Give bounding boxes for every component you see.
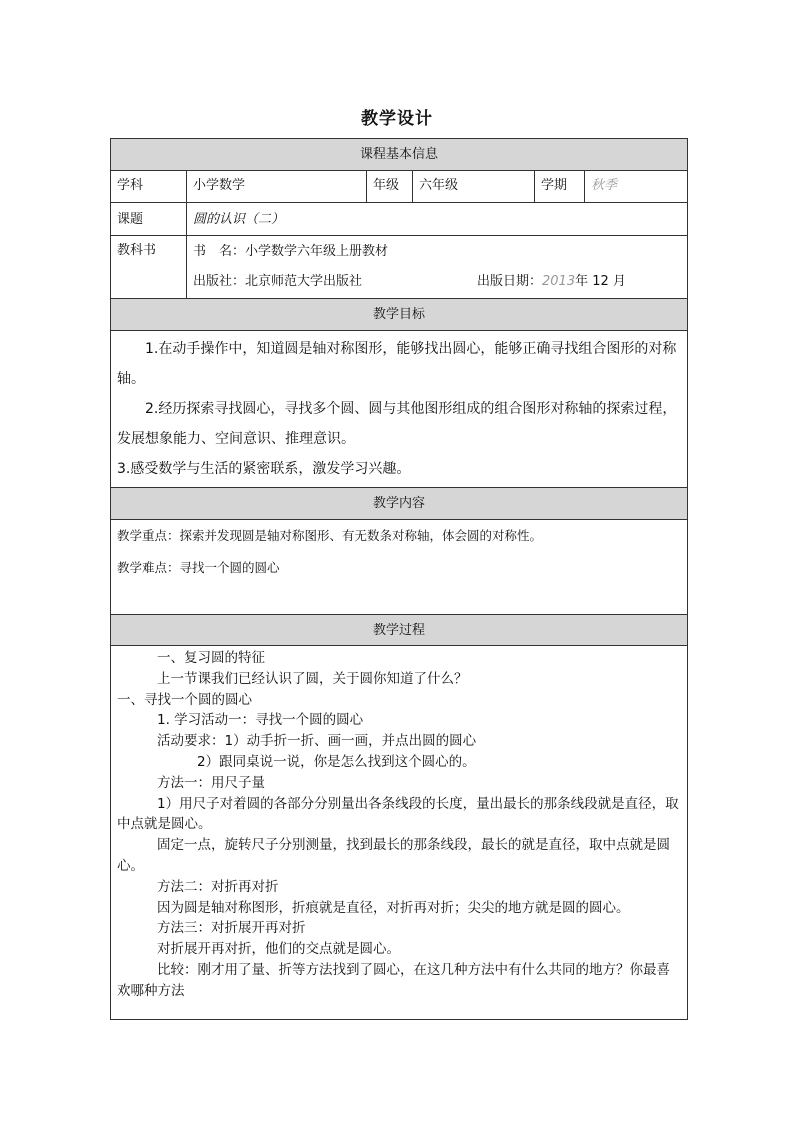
process-line: 因为圆是轴对称图形，折痕就是直径，对折再对折；尖尖的地方就是圆的圆心。 xyxy=(157,899,630,916)
objective-item: 3.感受数学与生活的紧密联系，激发学习兴趣。 xyxy=(117,461,411,477)
pub-date xyxy=(477,266,626,298)
process-line: 一、复习圆的特征 xyxy=(157,650,265,666)
subject-row xyxy=(111,171,687,203)
process-line: 对折展开再对折，他们的交点就是圆心。 xyxy=(157,941,400,958)
process-line: 2）跟同桌说一说，你是怎么找到这个圆心的。 xyxy=(197,753,476,770)
lesson-label: 课题 xyxy=(111,203,187,235)
lesson-value: 圆的认识（二） xyxy=(193,212,285,227)
process-line: 方法一：用尺子量 xyxy=(157,774,265,791)
process-body xyxy=(111,646,687,1019)
term-value: 秋季 xyxy=(591,178,618,193)
textbook-info xyxy=(187,236,689,298)
process-line: 1. 学习活动一：寻找一个圆的圆心 xyxy=(157,712,364,729)
publisher-line xyxy=(187,266,689,298)
objectives-header-text: 教学目标 xyxy=(372,307,425,322)
lesson-row xyxy=(111,203,687,236)
grade-value: 六年级 xyxy=(413,171,535,202)
basic-info-header-text: 课程基本信息 xyxy=(359,147,438,162)
pub-year-suffix: 年 12 月 xyxy=(575,274,626,289)
process-header-text: 教学过程 xyxy=(372,623,425,638)
book-name: 书 名：小学数学六年级上册教材 xyxy=(193,244,389,259)
process-line: 固定一点，旋转尺子分别测量，找到最长的那条线段，最长的就是直径，取中点就是圆心。 xyxy=(117,837,670,874)
page-title: 教学设计 xyxy=(361,109,433,129)
objectives-body xyxy=(111,331,687,488)
process-line: 上一节课我们已经认识了圆，关于圆你知道了什么？ xyxy=(157,670,468,687)
objective-item: 1.在动手操作中，知道圆是轴对称图形，能够找出圆心，能够正确寻找组合图形的对称轴。 xyxy=(117,341,677,387)
content-header-text: 教学内容 xyxy=(372,496,425,511)
subject-label: 学科 xyxy=(111,171,187,202)
process-line: 比较：刚才用了量、折等方法找到了圆心，在这几种方法中有什么共同的地方？你最喜欢哪种方法 xyxy=(117,961,670,999)
process-line: 活动要求：1）动手折一折、画一画，并点出圆的圆心 xyxy=(157,733,477,750)
key-point: 教学重点：探索并发现圆是轴对称图形、有无数条对称轴，体会圆的对称性。 xyxy=(117,528,543,543)
content-body xyxy=(111,520,687,615)
process-line: 一、寻找一个圆的圆心 xyxy=(117,691,252,708)
lesson-plan-table xyxy=(110,138,688,1020)
process-line: 方法三：对折展开再对折 xyxy=(157,920,306,937)
process-header xyxy=(111,615,687,646)
objective-item: 2.经历探索寻找圆心，寻找多个圆、圆与其他图形组成的组合图形对称轴的探索过程，发展想象能力、空间意识、推理意识。 xyxy=(117,401,677,447)
content-header xyxy=(111,488,687,520)
pub-date-label: 出版日期： xyxy=(477,274,543,289)
process-line: 方法二：对折再对折 xyxy=(157,878,279,895)
subject-value: 小学数学 xyxy=(187,171,367,202)
objectives-header xyxy=(111,299,687,331)
difficulty: 教学难点：寻找一个圆的圆心 xyxy=(117,560,280,575)
textbook-row xyxy=(111,236,687,299)
publisher: 出版社：北京师范大学出版社 xyxy=(193,274,363,289)
textbook-label: 教科书 xyxy=(111,236,187,298)
basic-info-header xyxy=(111,139,687,171)
pub-year: 2013 xyxy=(542,274,576,289)
process-line: 1）用尺子对着圆的各部分分别量出各条线段的长度，量出最长的那条线段就是直径，取中点就是圆心。 xyxy=(117,795,679,833)
term-label: 学期 xyxy=(535,171,585,202)
grade-label: 年级 xyxy=(367,171,413,202)
